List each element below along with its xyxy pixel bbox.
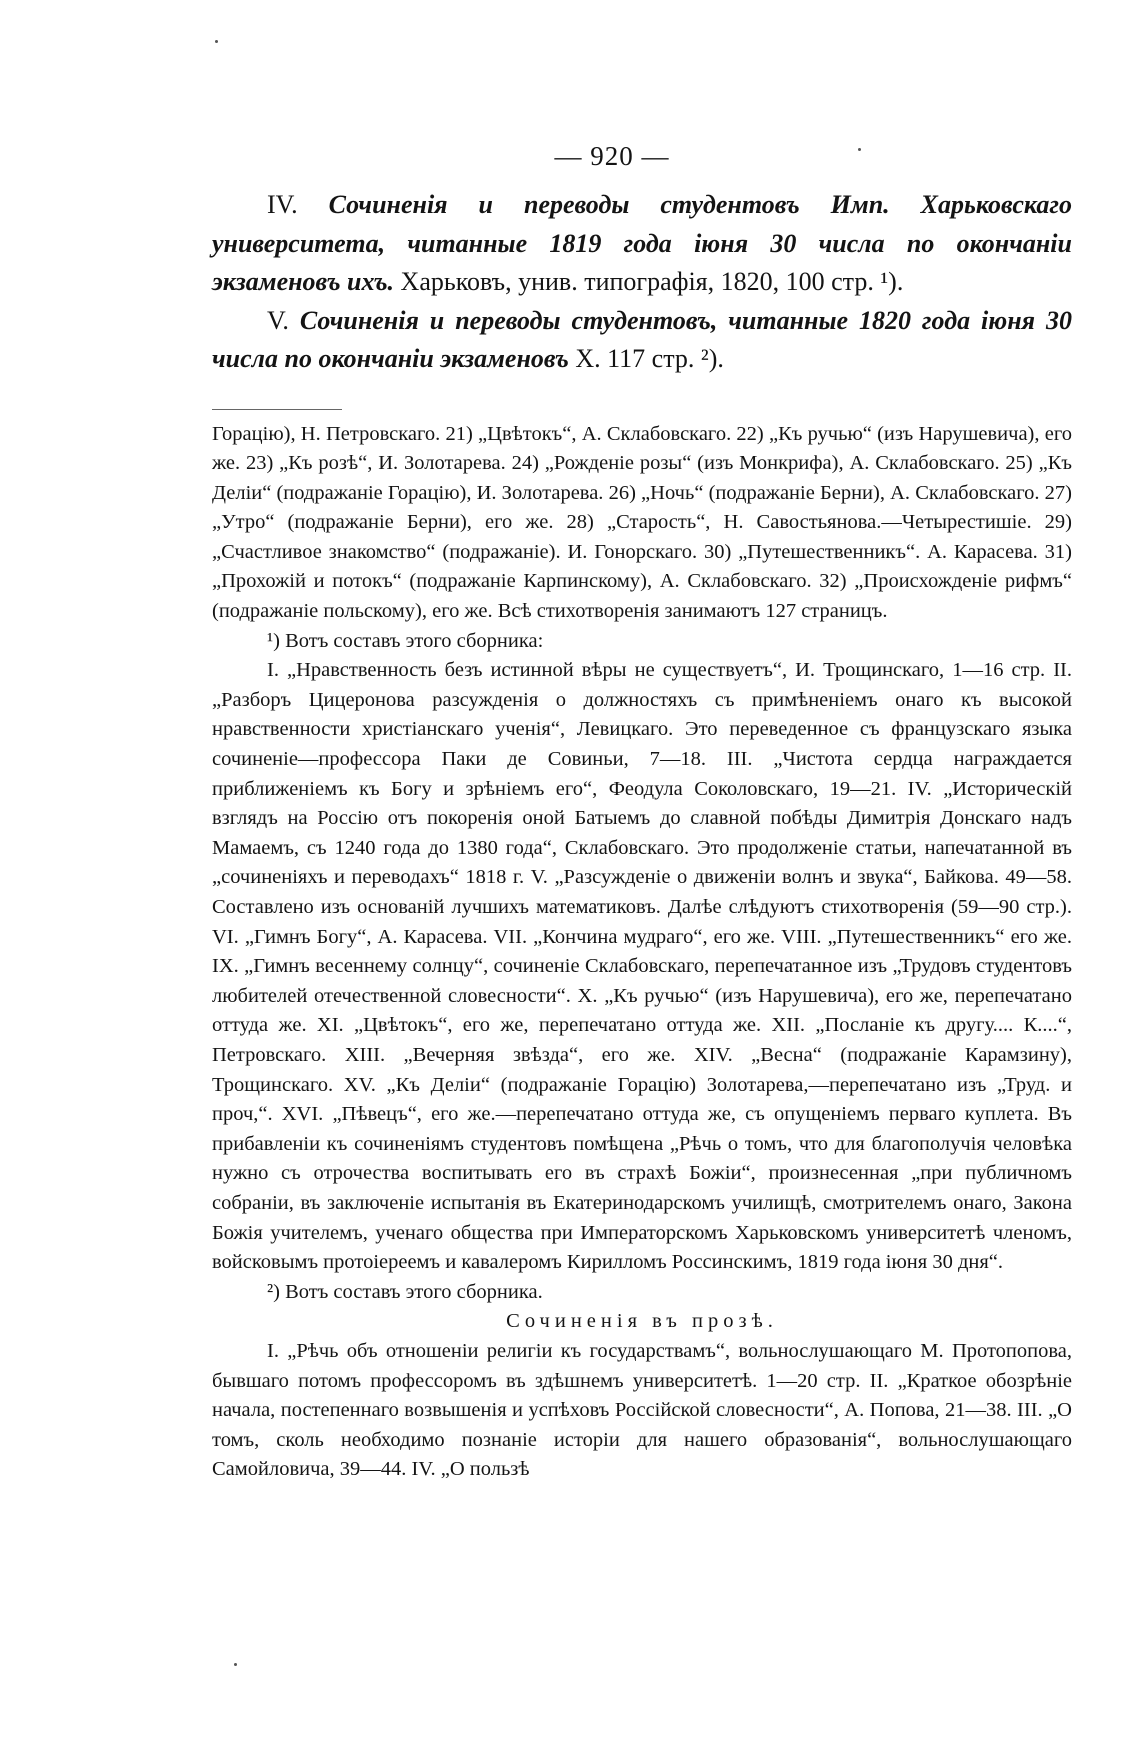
entry-v: [212, 302, 1072, 379]
entry-v-title: Сочиненія и переводы студентовъ, читанные 1820 года іюня 30 числа по окончаніи экзаменовъ: [212, 305, 1072, 373]
speck-mark: [234, 1663, 237, 1666]
footnote-continued: Горацію), Н. Петровскаго. 21) „Цвѣтокъ“, А. Склабовскаго. 22) „Къ ручью“ (изъ Нарушевича), его же. 23) „Къ розѣ“, И. Золотарева. 24) „Рожденіе розы“ (изъ Монкрифа), А. Склабовскаго. 25) „Къ Деліи“ (подражаніе Горацію), И. Золотарева. 26) „Ночь“ (подражаніе Берни), А. Склабовскаго. 27) „Утро“ (подражаніе Берни), его же. 28) „Старость“, Н. Савостьянова.—Четырестишіе. 29) „Счастливое знакомство“ (подражаніе). И. Гонорскаго. 30) „Путешественникъ“. А. Карасева. 31) „Прохожій и потокъ“ (подражаніе Карпинскому), А. Склабовскаго. 32) „Происхожденіе рифмъ“ (подражаніе польскому), его же. Всѣ стихотворенія занимаютъ 127 страницъ.: [212, 422, 1072, 623]
entry-v-numeral: V.: [267, 305, 289, 335]
entry-v-note: ²).: [700, 344, 724, 373]
footnote-1-body: I. „Нравственность безъ истинной вѣры не существуетъ“, И. Трощинскаго, 1—16 стр. II. „Разборъ Цицеронова разсужденія о должностяхъ съ примѣненіемъ онаго къ высокой нравственности христіанскаго ученія“, Левицкаго. Это переведенное съ французскаго языка сочиненіе—профессора Паки де Совиньи, 7—18. III. „Чистота сердца награждается приближеніемъ къ Богу и зрѣніемъ его“, Феодула Соколовскаго, 19—21. IV. „Историческій взглядъ на Россію отъ покоренія оной Батыемъ до славной побѣды Димитрія Донскаго надъ Мамаемъ, съ 1240 года до 1380 года“, Склабовскаго. Это продолженіе статьи, напечатанной въ „сочиненіяхъ и переводахъ“ 1818 г. V. „Разсужденіе о движеніи волнъ и звука“, Байкова. 49—58. Составлено изъ основаній лучшихъ математиковъ. Далѣе слѣдуютъ стихотворенія (59—90 стр.). VI. „Гимнъ Богу“, А. Карасева. VII. „Кончина мудраго“, его же. VIII. „Путешественникъ“ его же. IX. „Гимнъ весеннему солнцу“, сочиненіе Склабовскаго, перепечатанное изъ „Трудовъ студентовъ любителей отечественной словесности“. X. „Къ ручью“ (изъ Нарушевича), его же, перепечатано оттуда же. XI. „Цвѣтокъ“, его же, перепечатано оттуда же. XII. „Посланіе къ другу.... К....“, Петровскаго. XIII. „Вечерняя звѣзда“, его же. XIV. „Весна“ (подражаніе Карамзину), Трощинскаго. XV. „Къ Деліи“ (подражаніе Горацію) Золотарева,—перепечатано изъ „Труд. и проч,“. XVI. „Пѣвецъ“, его же.—перепечатано оттуда же, съ опущеніемъ перваго куплета. Въ прибавленіи къ сочиненіямъ студентовъ помѣщена „Рѣчь о томъ, что для благополучія человѣка нужно съ отрочества воспитывать его въ страхѣ Божіи“, произнесенная „при публичномъ собраніи, въ заключеніе испытанія въ Екатеринодарскомъ училищѣ, смотрителемъ онаго, Закона Божія учителемъ, ученаго общества при Императорскомъ Харьковскомъ университетѣ членомъ, войсковымъ протоіереемъ и кавалеромъ Кирилломъ Россинскимъ, 1819 года іюня 30 дня“.: [212, 659, 1072, 1274]
entry-iv: [212, 186, 1072, 302]
text-column: [212, 136, 1072, 1485]
entry-iv-title: Сочиненія и переводы студентовъ Имп. Харьковскаго университета, читанные 1819 года іюня 30 числа по окончаніи экзаменовъ ихъ.: [212, 190, 1072, 296]
entry-v-imprint: X. 117 стр.: [575, 344, 695, 373]
footnote-2-section-heading: Сочиненія въ прозѣ.: [506, 1310, 778, 1333]
footnote-2-body: I. „Рѣчь объ отношеніи религіи къ государствамъ“, вольнослушающаго М. Протопопова, бывшаго потомъ профессоромъ въ здѣшнемъ университетѣ. 1—20 стр. II. „Краткое обозрѣніе начала, постепеннаго возвышенія и успѣховъ Россійской словесности“, А. Попова, 21—38. III. „О томъ, сколь необходимо познаніе исторіи для нашего образованія“, вольнослушающаго Самойловича, 39—44. IV. „О пользѣ: [212, 1339, 1072, 1481]
entry-iv-numeral: IV.: [267, 190, 298, 219]
footnote-2-intro: ²) Вотъ составъ этого сборника.: [267, 1280, 543, 1303]
entry-iv-imprint: Харьковъ, унив. типографія, 1820, 100 стр.: [400, 267, 874, 296]
footnote-1-intro: ¹) Вотъ составъ этого сборника:: [267, 629, 544, 652]
speck-mark: [215, 40, 218, 43]
footnote-rule: [212, 409, 342, 410]
page-number: — 920 —: [554, 141, 670, 171]
entry-iv-note: ¹).: [880, 267, 904, 296]
